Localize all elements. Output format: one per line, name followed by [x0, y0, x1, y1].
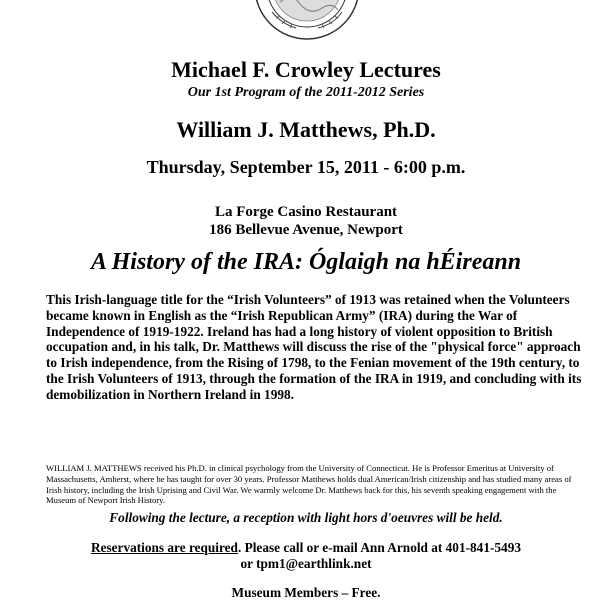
- reservations-email: or tpm1@earthlink.net: [240, 556, 372, 571]
- reservations-line: [0, 540, 612, 556]
- reservations-required: Reservations are required: [90, 540, 238, 555]
- reception-note: Following the lecture, a reception with light hors d'oeuvres will be held.: [109, 510, 503, 525]
- program-subtitle: Our 1st Program of the 2011-2012 Series: [187, 85, 425, 100]
- lecture-title: A History of the IRA: Óglaigh na hÉireann: [90, 249, 522, 275]
- reservations-instructions: . Please call or e-mail Ann Arnold at 401-841-5493: [237, 540, 522, 555]
- venue-block: [0, 203, 612, 239]
- reservations-block: [0, 540, 612, 572]
- venue-name: La Forge Casino Restaurant: [214, 204, 398, 220]
- lecture-description: This Irish-language title for the “Irish Volunteers” of 1913 was retained when the Volunteers became known in English as the “Irish Republican Army” (IRA) during the War of Independence of 1919-1922. Ireland has had a long history of violent opposition to British occupation and, in his talk, Dr. Matthews will discuss the rise of the "physical force" approach to Irish independence, from the Rising of 1798, to the Fenian movement of the 19th century, to the Irish Volunteers of 1913, through the formation of the IRA in 1919, and concluding with its demobilization in Northern Ireland in 1998.: [46, 292, 582, 402]
- speaker-bio: WILLIAM J. MATTHEWS received his Ph.D. in clinical psychology from the University of Connecticut. He is Professor Emeritus at University of Massachusetts, Amherst, where he has taught for over 30 years. Professor Matthews holds dual American/Irish citizenship and has studied many areas of Irish history, including the Irish Uprising and Civil War. We warmly welcome Dr. Matthews back for this, his seventh speaking engagement with the Museum of Newport Irish History.: [46, 463, 572, 506]
- speaker-name: William J. Matthews, Ph.D.: [176, 117, 436, 142]
- venue-address: 186 Bellevue Avenue, Newport: [209, 222, 403, 238]
- series-title: Michael F. Crowley Lectures: [171, 57, 441, 82]
- members-note: Museum Members – Free.: [231, 585, 381, 600]
- event-date-time: Thursday, September 15, 2011 - 6:00 p.m.: [146, 157, 466, 177]
- museum-seal-icon: [252, 0, 362, 42]
